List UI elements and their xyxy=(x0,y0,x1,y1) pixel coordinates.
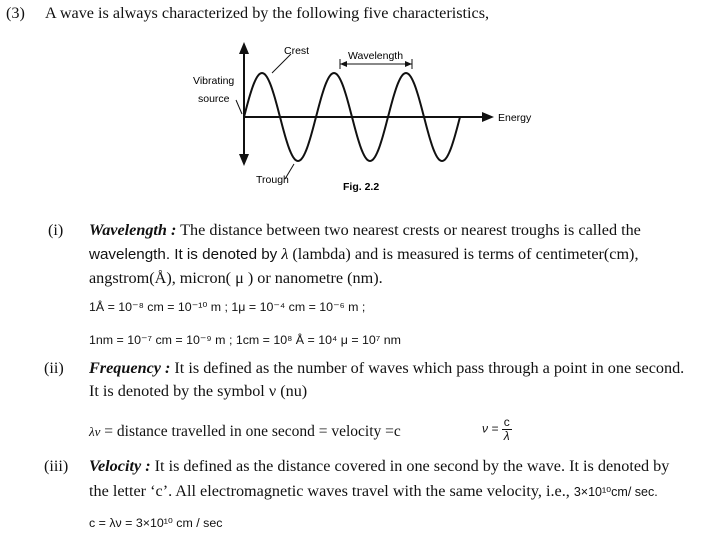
velocity-definition: It is defined as the distance covered in one second by the wave. It is denoted by xyxy=(154,457,670,475)
item-number-iii: (iii) xyxy=(44,457,69,475)
velocity-relation: λν = distance travelled in one second = velocity =c xyxy=(89,423,401,440)
label-source: source xyxy=(198,93,230,105)
source-pointer xyxy=(236,100,242,114)
energy-arrow xyxy=(482,112,494,122)
wave-figure xyxy=(180,38,540,198)
term-frequency: Frequency : xyxy=(89,359,171,377)
term-wavelength: Wavelength : xyxy=(89,221,177,239)
velocity-line-2: the letter ‘c’. All electromagnetic waves travel with the same velocity, i.e., 3×10¹⁰cm/ sec. xyxy=(89,482,658,500)
wavelength-arrow-right xyxy=(405,61,412,67)
label-crest: Crest xyxy=(284,45,310,57)
axis-arrow-down xyxy=(239,154,249,166)
label-energy: Energy xyxy=(498,112,532,124)
fraction-c-over-lambda: $\frac{c}{\lambda}$ xyxy=(503,415,510,443)
frequency-definition: It is defined as the number of waves which pass through a point in one second. xyxy=(174,359,685,377)
wavelength-line-1 xyxy=(89,221,641,240)
section-number: (3) xyxy=(6,4,25,22)
intro-text: A wave is always characterized by the following five characteristics, xyxy=(45,4,490,22)
wavelength-definition: The distance between two nearest crests or nearest troughs is called the xyxy=(180,221,641,239)
wavelength-arrow-left xyxy=(340,61,347,67)
velocity-formula: c = λν = 3×10¹⁰ cm / sec xyxy=(89,516,223,530)
wavelength-line-3: angstrom(Å), micron( μ ) or nanometre (nm). xyxy=(89,269,383,287)
frequency-formula: ν = $\frac{c}{\lambda}$ xyxy=(482,415,510,443)
axis-arrow-up xyxy=(239,42,249,54)
frequency-line-1 xyxy=(89,359,684,378)
frequency-line-2: It is denoted by the symbol ν (nu) xyxy=(89,382,308,400)
label-wavelength: Wavelength xyxy=(348,50,404,62)
velocity-line-1 xyxy=(89,457,669,476)
light-speed-value: 3×10¹⁰cm/ sec. xyxy=(573,485,658,499)
item-number-i: (i) xyxy=(48,221,64,239)
unit-conversion-2: 1nm = 10⁻⁷ cm = 10⁻⁹ m ; 1cm = 10⁸ Å = 10⁴ μ = 10⁷ nm xyxy=(89,333,401,347)
label-vibrating: Vibrating xyxy=(193,75,235,87)
unit-conversion-1: 1Å = 10⁻⁸ cm = 10⁻¹⁰ m ; 1μ = 10⁻⁴ cm = 10⁻⁶ m ; xyxy=(89,300,366,314)
label-trough: Trough xyxy=(256,174,289,186)
wavelength-line-2: wavelength. It is denoted by λ (lambda) and is measured is terms of centimeter(cm), xyxy=(89,245,639,263)
figure-caption: Fig. 2.2 xyxy=(343,181,380,193)
term-velocity: Velocity : xyxy=(89,457,151,475)
item-number-ii: (ii) xyxy=(44,359,64,377)
